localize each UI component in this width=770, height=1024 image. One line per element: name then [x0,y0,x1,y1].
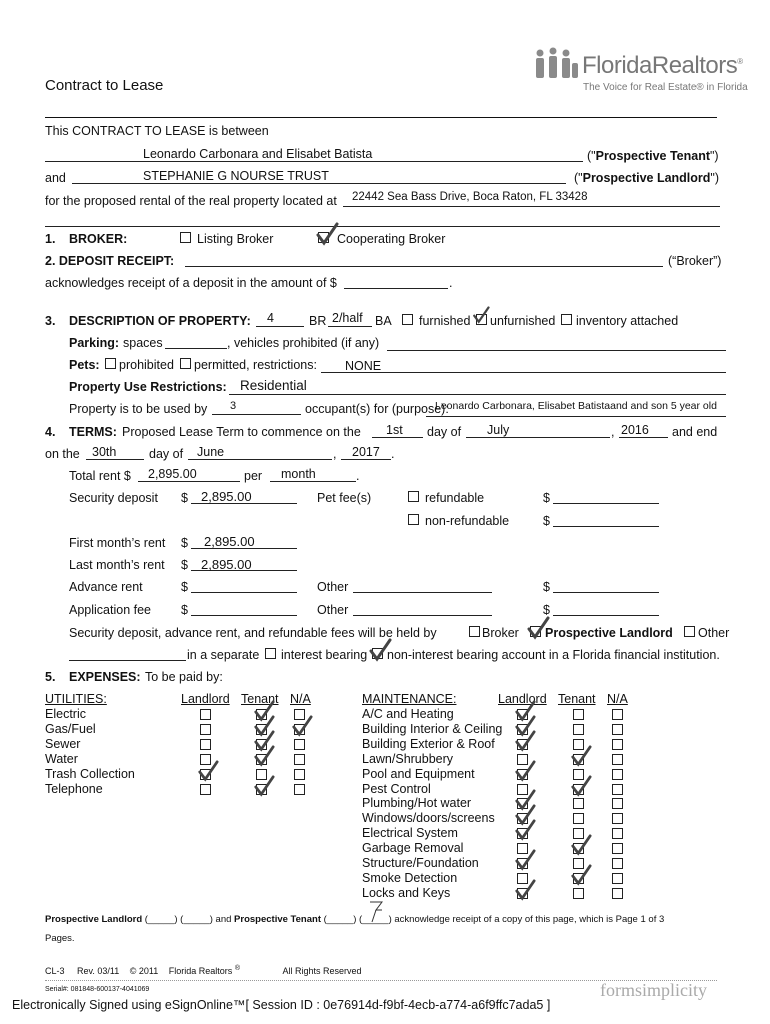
brand-text: FloridaRealtors [582,52,738,79]
broker-number: 1. [45,232,56,246]
utilities-item-label: Sewer [45,736,81,751]
form-id: CL-3 [45,966,65,976]
per-value[interactable]: month [281,467,316,481]
maintenance-na-checkbox[interactable] [612,798,623,809]
start-day-line [372,437,423,438]
tenant-role [587,149,719,163]
br-value[interactable]: 4 [267,311,274,325]
parking-label: Parking: [69,336,120,350]
property-address[interactable]: 22442 Sea Bass Drive, Boca Raton, FL 33428 [352,191,588,203]
ba-label: BA [375,314,392,328]
checkmark-icon [197,760,219,782]
maintenance-tenant-checkbox[interactable] [573,724,584,735]
total-rent-line [138,481,240,482]
checkmark-icon [570,834,592,856]
end-day-line [86,459,144,460]
deposit-broker-line [185,266,663,267]
checkmark-icon [514,849,536,871]
pets-prohibited-checkbox[interactable] [105,358,116,369]
description-label: DESCRIPTION OF PROPERTY: [69,314,251,328]
per-label: per [244,469,263,483]
unfurnished-label: unfurnished [490,314,556,328]
start-month-line [466,437,610,438]
end-period: . [391,447,395,461]
non-interest-bearing-label: non-interest bearing account in a Florida financial institution. [387,648,720,662]
other-line-1 [353,592,492,593]
pets-permitted-checkbox[interactable] [180,358,191,369]
start-year[interactable]: 2016 [621,423,649,437]
checkmark-icon [315,222,339,246]
end-year-line [341,459,391,460]
interest-bearing-checkbox[interactable] [265,648,276,659]
maintenance-item-label: Smoke Detection [362,870,458,885]
form-footer [45,965,362,976]
maintenance-col-landlord: Landlord [498,692,547,706]
other-label-2: Other [317,603,349,617]
expenses-label: EXPENSES: [69,670,141,684]
formsimplicity-logo: formsimplicity [600,980,707,1000]
landlord-role [574,171,719,185]
brand-tagline: The Voice for Real Estate® in Florida [583,82,748,93]
expenses-number: 5. [45,670,56,684]
maintenance-item-label: Structure/Foundation [362,856,479,870]
and-end-label: and end [672,425,718,439]
form-rev: Rev. 03/11 [77,966,120,976]
utilities-item-label: Telephone [45,781,103,796]
form-copyright: © 2011 [129,966,159,976]
refundable-label: refundable [425,491,485,505]
maintenance-item-label: Building Exterior & Roof [362,736,495,751]
landlord-role-post: ") [710,171,720,185]
maintenance-item-label: Plumbing/Hot water [362,796,472,811]
maintenance-na-checkbox[interactable] [612,754,623,765]
last-month-dollar: $ [181,558,188,572]
purpose-value[interactable]: Leonardo Carbonara, Elisabet Batistaand and son 5 year old [435,400,717,412]
pets-label: Pets: [69,358,100,372]
esign-notice: Electronically Signed using eSignOnline™[ Session ID : 0e76914d-f9bf-4ecb-a774-a6f9ffc7ada5 ] [12,998,551,1012]
brand-name [582,52,743,80]
per-line [270,481,356,482]
maintenance-col-na: N/A [607,692,628,706]
header-divider [45,117,717,118]
furnished-checkbox[interactable] [402,314,413,325]
utilities-item-label: Water [45,751,78,766]
first-month-dollar: $ [181,536,188,550]
parking-text-2: , vehicles prohibited (if any) [227,336,380,350]
parking-text: spaces [123,336,163,350]
florida-realtors-logo-icon [533,47,581,81]
maintenance-na-checkbox[interactable] [612,769,623,780]
utilities-landlord-checkbox[interactable] [200,784,211,795]
application-line [191,615,297,616]
maintenance-header: MAINTENANCE: [362,692,457,706]
advance-label: Advance rent [69,580,143,594]
last-month-value[interactable]: 2,895.00 [201,557,252,572]
maintenance-item-label: Electrical System [362,826,458,841]
deposit-label: 2. DEPOSIT RECEIPT: [45,254,175,268]
maintenance-item-label: Pool and Equipment [362,766,475,781]
utilities-landlord-checkbox[interactable] [200,739,211,750]
maintenance-tenant-checkbox[interactable] [573,798,584,809]
utilities-item-label: Electric [45,707,86,721]
tenant-role-pre: (" [587,149,596,163]
occupants-line [212,414,301,415]
deposit-broker-suffix: (“Broker”) [668,254,722,268]
pets-prohibited-label: prohibited [119,358,174,372]
listing-broker-checkbox[interactable] [180,232,191,243]
other-amount-line-1 [553,592,659,593]
checkmark-icon [472,306,490,324]
non-refundable-label: non-refundable [425,514,510,528]
checkmark-icon [514,879,536,901]
checkmark-icon [514,760,536,782]
use-line [229,394,726,395]
tenant-name-line [45,161,583,162]
security-label: Security deposit [69,491,158,505]
advance-dollar: $ [181,580,188,594]
terms-number: 4. [45,425,56,439]
ack-landlord: Prospective Landlord [45,914,143,925]
maintenance-item-label: Lawn/Shrubbery [362,751,454,766]
maintenance-tenant-checkbox[interactable] [573,888,584,899]
day-of-label: day of [427,425,462,439]
pages-label: Pages. [45,933,75,944]
non-refundable-checkbox[interactable] [408,514,419,525]
terms-text: Proposed Lease Term to commence on the [122,425,361,439]
form-reg: ® [234,965,240,972]
non-refundable-line [553,526,659,527]
checkmark-icon [291,715,313,737]
start-year-line [619,437,668,438]
application-label: Application fee [69,603,152,617]
utilities-landlord-checkbox[interactable] [200,724,211,735]
checkmark-icon [570,745,592,767]
ack-tenant: Prospective Tenant [234,914,321,925]
maintenance-na-checkbox[interactable] [612,888,623,899]
use-value[interactable]: Residential [240,378,307,393]
maintenance-col-tenant: Tenant [558,692,596,706]
and-label: and [45,171,66,185]
held-by-text: Security deposit, advance rent, and refundable fees will be held by [69,626,437,640]
occupants-label: occupant(s) for (purpose): [305,402,449,416]
utilities-na-checkbox[interactable] [294,784,305,795]
checkmark-icon [514,819,536,841]
maintenance-tenant-checkbox[interactable] [573,709,584,720]
separate-label: in a separate [187,648,260,662]
ack-blanks-1: (_____) (_____) and [144,914,232,925]
ba-value[interactable]: 2/half [332,311,363,325]
maintenance-item-label: A/C and Heating [362,707,454,721]
refundable-line [553,503,659,504]
landlord-role-pre: (" [574,171,583,185]
pets-value[interactable]: NONE [345,359,382,373]
maintenance-na-checkbox[interactable] [612,709,623,720]
pets-line [321,372,726,373]
total-rent-value[interactable]: 2,895.00 [148,467,197,481]
refundable-dollar: $ [543,491,550,505]
maintenance-na-checkbox[interactable] [612,724,623,735]
per-period: . [356,469,360,483]
held-other-line [69,660,186,661]
form-rights: All Rights Reserved [282,966,362,976]
maintenance-tenant-checkbox[interactable] [573,813,584,824]
utilities-landlord-checkbox[interactable] [200,709,211,720]
expenses-paid-by: To be paid by: [145,670,223,684]
property-label: for the proposed rental of the real property located at [45,194,337,208]
utilities-col-na: N/A [290,692,311,706]
used-by-label: Property is to be used by [69,402,208,416]
utilities-na-checkbox[interactable] [294,754,305,765]
advance-line [191,592,297,593]
last-month-label: Last month’s rent [69,558,165,572]
brand-reg: ® [737,57,743,66]
checkmark-icon [570,775,592,797]
maintenance-na-checkbox[interactable] [612,813,623,824]
br-label: BR [309,314,327,328]
use-label: Property Use Restrictions: [69,380,227,394]
checkmark-icon [570,864,592,886]
on-the-label: on the [45,447,80,461]
initials-scribble-icon [366,898,386,924]
terms-label: TERMS: [69,425,117,439]
other-dollar-1: $ [543,580,550,594]
ba-line [328,326,372,327]
utilities-header: UTILITIES: [45,692,107,706]
serial-number: Serial#: 081848-600137-4041069 [45,986,150,993]
utilities-item-label: Gas/Fuel [45,721,96,736]
other-dollar-2: $ [543,603,550,617]
parking-vehicles-line [387,350,726,351]
parking-spaces-line [165,348,227,349]
maintenance-item-label: Windows/doors/screens [362,811,495,826]
start-comma: , [611,425,615,439]
maintenance-item-label: Locks and Keys [362,885,451,900]
occupants-value[interactable]: 3 [230,400,237,412]
end-comma: , [333,447,337,461]
other-label-1: Other [317,580,349,594]
deposit-ack: acknowledges receipt of a deposit in the amount of $ [45,276,337,290]
utilities-item-label: Trash Collection [45,766,135,781]
end-day-of-label: day of [149,447,184,461]
purpose-line [426,416,726,417]
end-month-line [188,459,332,460]
maintenance-na-checkbox[interactable] [612,843,623,854]
ack-blanks-2: (_____) (_____) acknowledge receipt of a copy of this page, which is Page 1 of 3 [323,914,665,925]
utilities-col-tenant: Tenant [241,692,279,706]
held-landlord-label: Prospective Landlord [545,626,673,640]
broker-label: BROKER: [69,232,128,246]
landlord-role-label: Prospective Landlord [582,171,711,185]
maintenance-na-checkbox[interactable] [612,739,623,750]
end-year[interactable]: 2017 [352,445,380,459]
refundable-checkbox[interactable] [408,491,419,502]
checkmark-icon [514,730,536,752]
held-broker-checkbox[interactable] [469,626,480,637]
end-day[interactable]: 30th [92,445,117,459]
held-other-label: Other [698,626,730,640]
property-line [343,206,720,207]
start-month[interactable]: July [487,423,510,437]
pet-fees-label: Pet fee(s) [317,491,372,505]
utilities-na-checkbox[interactable] [294,769,305,780]
security-value[interactable]: 2,895.00 [201,489,252,504]
checkmark-icon [253,775,275,797]
listing-broker-label: Listing Broker [197,232,274,246]
br-line [256,326,304,327]
ack-line [45,914,664,925]
checkmark-icon [253,745,275,767]
page-title: Contract to Lease [45,77,164,94]
form-fr: Florida Realtors [168,966,233,976]
furnished-label: furnished [419,314,471,328]
utilities-col-landlord: Landlord [181,692,230,706]
deposit-amount-line [344,288,448,289]
held-other-checkbox[interactable] [684,626,695,637]
other-amount-line-2 [553,615,659,616]
maintenance-na-checkbox[interactable] [612,784,623,795]
start-day[interactable]: 1st [386,423,403,437]
non-refundable-dollar: $ [543,514,550,528]
application-dollar: $ [181,603,188,617]
maintenance-na-checkbox[interactable] [612,858,623,869]
intro-line: This CONTRACT TO LEASE is between [45,124,269,138]
maintenance-na-checkbox[interactable] [612,873,623,884]
interest-bearing-label: interest bearing [281,648,368,662]
held-broker-label: Broker [482,626,519,640]
inventory-checkbox[interactable] [561,314,572,325]
other-line-2 [353,615,492,616]
end-month[interactable]: June [197,445,225,459]
landlord-name-line [72,183,566,184]
inventory-label: inventory attached [576,314,679,328]
first-month-value[interactable]: 2,895.00 [204,534,255,549]
maintenance-item-label: Building Interior & Ceiling [362,721,503,736]
tenant-role-label: Prospective Tenant [595,149,710,163]
security-dollar: $ [181,491,188,505]
total-rent-label: Total rent $ [69,469,131,483]
pets-permitted-label: permitted, restrictions: [194,358,317,372]
maintenance-item-label: Pest Control [362,781,431,796]
maintenance-item-label: Garbage Removal [362,841,464,856]
property-line-2 [45,226,720,227]
utilities-na-checkbox[interactable] [294,739,305,750]
tenant-name[interactable]: Leonardo Carbonara and Elisabet Batista [143,147,373,161]
maintenance-na-checkbox[interactable] [612,828,623,839]
landlord-name[interactable]: STEPHANIE G NOURSE TRUST [143,169,329,183]
deposit-ack-end: . [449,276,453,290]
description-number: 3. [45,314,56,328]
cooperating-broker-label: Cooperating Broker [337,232,446,246]
tenant-role-post: ") [710,149,719,163]
first-month-label: First month’s rent [69,536,166,550]
